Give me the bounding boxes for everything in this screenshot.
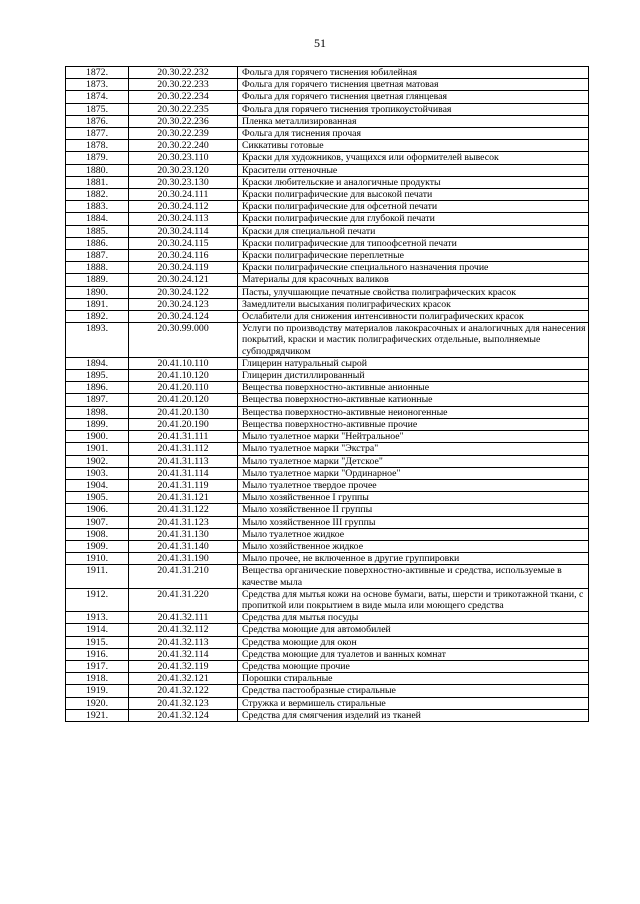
row-number-cell: 1889. — [66, 274, 129, 286]
product-code-cell: 20.41.32.122 — [129, 685, 238, 697]
product-code-cell: 20.30.22.240 — [129, 140, 238, 152]
product-name-cell: Вещества поверхностно-активные анионные — [238, 382, 589, 394]
product-name-cell: Пленка металлизированная — [238, 115, 589, 127]
table-row — [66, 565, 589, 588]
table-row — [66, 492, 589, 504]
table-row — [66, 67, 589, 79]
row-number-cell: 1906. — [66, 504, 129, 516]
product-name-cell: Средства для смягчения изделий из тканей — [238, 709, 589, 721]
row-number-cell: 1921. — [66, 709, 129, 721]
row-number-cell: 1884. — [66, 213, 129, 225]
product-code-cell: 20.41.20.130 — [129, 406, 238, 418]
product-name-cell: Глицерин натуральный сырой — [238, 357, 589, 369]
product-code-cell: 20.41.31.190 — [129, 553, 238, 565]
row-number-cell: 1878. — [66, 140, 129, 152]
row-number-cell: 1898. — [66, 406, 129, 418]
product-name-cell: Материалы для красочных валиков — [238, 274, 589, 286]
product-code-cell: 20.41.31.140 — [129, 540, 238, 552]
table-row — [66, 103, 589, 115]
row-number-cell: 1896. — [66, 382, 129, 394]
product-name-cell: Средства моющие прочие — [238, 660, 589, 672]
product-name-cell: Мыло прочее, не включенное в другие группировки — [238, 553, 589, 565]
product-name-cell: Краски полиграфические переплетные — [238, 250, 589, 262]
row-number-cell: 1881. — [66, 176, 129, 188]
table-row — [66, 298, 589, 310]
product-code-cell: 20.30.22.235 — [129, 103, 238, 115]
product-name-cell: Мыло туалетное твердое прочее — [238, 479, 589, 491]
product-code-cell: 20.41.32.111 — [129, 612, 238, 624]
row-number-cell: 1891. — [66, 298, 129, 310]
product-name-cell: Средства моющие для автомобилей — [238, 624, 589, 636]
product-name-cell: Вещества поверхностно-активные катионные — [238, 394, 589, 406]
table-row — [66, 636, 589, 648]
product-code-cell: 20.30.22.234 — [129, 91, 238, 103]
table-row — [66, 128, 589, 140]
product-code-cell: 20.41.32.119 — [129, 660, 238, 672]
product-code-cell: 20.41.20.120 — [129, 394, 238, 406]
product-name-cell: Глицерин дистиллированный — [238, 370, 589, 382]
product-name-cell: Красители оттеночные — [238, 164, 589, 176]
product-name-cell: Краски полиграфические для высокой печати — [238, 189, 589, 201]
row-number-cell: 1908. — [66, 528, 129, 540]
table-row — [66, 357, 589, 369]
row-number-cell: 1916. — [66, 648, 129, 660]
table-row — [66, 588, 589, 611]
table-row — [66, 323, 589, 358]
table-row — [66, 140, 589, 152]
table-row — [66, 262, 589, 274]
row-number-cell: 1888. — [66, 262, 129, 274]
table-row — [66, 624, 589, 636]
table-row — [66, 115, 589, 127]
table-row — [66, 152, 589, 164]
product-code-cell: 20.30.24.123 — [129, 298, 238, 310]
product-name-cell: Фольга для тиснения прочая — [238, 128, 589, 140]
row-number-cell: 1875. — [66, 103, 129, 115]
product-code-cell: 20.30.24.121 — [129, 274, 238, 286]
row-number-cell: 1919. — [66, 685, 129, 697]
product-name-cell: Краски полиграфические специального назначения прочие — [238, 262, 589, 274]
table-row — [66, 189, 589, 201]
row-number-cell: 1902. — [66, 455, 129, 467]
product-name-cell: Краски полиграфические для офсетной печати — [238, 201, 589, 213]
product-name-cell: Краски полиграфические для типоофсетной печати — [238, 237, 589, 249]
product-code-cell: 20.41.31.220 — [129, 588, 238, 611]
table-row — [66, 553, 589, 565]
product-code-cell: 20.41.31.113 — [129, 455, 238, 467]
product-code-cell: 20.30.24.113 — [129, 213, 238, 225]
product-name-cell: Порошки стиральные — [238, 673, 589, 685]
table-row — [66, 455, 589, 467]
product-code-cell: 20.30.24.119 — [129, 262, 238, 274]
product-code-cell: 20.41.31.123 — [129, 516, 238, 528]
table-row — [66, 418, 589, 430]
product-name-cell: Средства для мытья посуды — [238, 612, 589, 624]
row-number-cell: 1901. — [66, 443, 129, 455]
table-row — [66, 311, 589, 323]
row-number-cell: 1892. — [66, 311, 129, 323]
product-code-cell: 20.30.24.111 — [129, 189, 238, 201]
row-number-cell: 1876. — [66, 115, 129, 127]
product-name-cell: Мыло туалетное марки "Нейтральное" — [238, 431, 589, 443]
row-number-cell: 1910. — [66, 553, 129, 565]
row-number-cell: 1887. — [66, 250, 129, 262]
product-name-cell: Мыло хозяйственное I группы — [238, 492, 589, 504]
table-row — [66, 370, 589, 382]
product-code-cell: 20.41.32.124 — [129, 709, 238, 721]
table-row — [66, 709, 589, 721]
product-code-cell: 20.30.22.239 — [129, 128, 238, 140]
table-row — [66, 612, 589, 624]
row-number-cell: 1894. — [66, 357, 129, 369]
table-row — [66, 504, 589, 516]
product-name-cell: Услуги по производству материалов лакокрасочных и аналогичных для нанесения покрытий, краски и мастик полиграфических отдельные, выполняемые субподрядчиком — [238, 323, 589, 358]
row-number-cell: 1873. — [66, 79, 129, 91]
table-row — [66, 274, 589, 286]
product-code-cell: 20.30.24.124 — [129, 311, 238, 323]
table-row — [66, 685, 589, 697]
row-number-cell: 1915. — [66, 636, 129, 648]
row-number-cell: 1883. — [66, 201, 129, 213]
product-name-cell: Вещества поверхностно-активные прочие — [238, 418, 589, 430]
row-number-cell: 1897. — [66, 394, 129, 406]
product-code-cell: 20.30.23.120 — [129, 164, 238, 176]
row-number-cell: 1918. — [66, 673, 129, 685]
product-code-cell: 20.30.22.233 — [129, 79, 238, 91]
product-code-cell: 20.41.31.114 — [129, 467, 238, 479]
product-code-cell: 20.41.31.121 — [129, 492, 238, 504]
table-row — [66, 213, 589, 225]
row-number-cell: 1886. — [66, 237, 129, 249]
table-row — [66, 79, 589, 91]
product-code-cell: 20.41.31.119 — [129, 479, 238, 491]
table-row — [66, 540, 589, 552]
product-name-cell: Ослабители для снижения интенсивности полиграфических красок — [238, 311, 589, 323]
table-row — [66, 225, 589, 237]
row-number-cell: 1913. — [66, 612, 129, 624]
product-code-cell: 20.30.24.115 — [129, 237, 238, 249]
table-body — [66, 67, 589, 722]
product-code-cell: 20.41.20.190 — [129, 418, 238, 430]
row-number-cell: 1893. — [66, 323, 129, 358]
row-number-cell: 1877. — [66, 128, 129, 140]
product-code-cell: 20.30.24.112 — [129, 201, 238, 213]
product-name-cell: Мыло туалетное жидкое — [238, 528, 589, 540]
product-code-cell: 20.41.31.130 — [129, 528, 238, 540]
row-number-cell: 1920. — [66, 697, 129, 709]
product-code-cell: 20.30.24.114 — [129, 225, 238, 237]
product-name-cell: Вещества органические поверхностно-активные и средства, используемые в качестве мыла — [238, 565, 589, 588]
product-name-cell: Краски для специальной печати — [238, 225, 589, 237]
table-row — [66, 382, 589, 394]
product-code-cell: 20.41.32.112 — [129, 624, 238, 636]
product-name-cell: Средства моющие для окон — [238, 636, 589, 648]
product-name-cell: Средства для мытья кожи на основе бумаги, ваты, шерсти и трикотажной ткани, с пропиткой или покрытием в виде мыла или моющего средства — [238, 588, 589, 611]
product-code-cell: 20.41.31.210 — [129, 565, 238, 588]
row-number-cell: 1895. — [66, 370, 129, 382]
product-code-cell: 20.41.32.123 — [129, 697, 238, 709]
product-name-cell: Сиккативы готовые — [238, 140, 589, 152]
product-code-cell: 20.41.31.111 — [129, 431, 238, 443]
table-row — [66, 201, 589, 213]
product-code-cell: 20.30.24.122 — [129, 286, 238, 298]
row-number-cell: 1907. — [66, 516, 129, 528]
table-row — [66, 467, 589, 479]
product-name-cell: Мыло туалетное марки "Экстра" — [238, 443, 589, 455]
product-code-cell: 20.41.20.110 — [129, 382, 238, 394]
product-code-cell: 20.41.32.113 — [129, 636, 238, 648]
table-row — [66, 237, 589, 249]
product-name-cell: Стружка и вермишель стиральные — [238, 697, 589, 709]
row-number-cell: 1899. — [66, 418, 129, 430]
table-row — [66, 660, 589, 672]
product-code-cell: 20.30.23.110 — [129, 152, 238, 164]
classifier-table — [65, 66, 589, 722]
product-code-cell: 20.30.22.232 — [129, 67, 238, 79]
product-name-cell: Замедлители высыхания полиграфических красок — [238, 298, 589, 310]
table-row — [66, 91, 589, 103]
product-name-cell: Фольга для горячего тиснения цветная матовая — [238, 79, 589, 91]
product-name-cell: Фольга для горячего тиснения цветная глянцевая — [238, 91, 589, 103]
product-code-cell: 20.30.24.116 — [129, 250, 238, 262]
product-code-cell: 20.41.32.114 — [129, 648, 238, 660]
table-row — [66, 176, 589, 188]
product-name-cell: Средства пастообразные стиральные — [238, 685, 589, 697]
table-row — [66, 406, 589, 418]
table-row — [66, 250, 589, 262]
row-number-cell: 1905. — [66, 492, 129, 504]
product-code-cell: 20.41.32.121 — [129, 673, 238, 685]
table-row — [66, 286, 589, 298]
product-name-cell: Мыло хозяйственное II группы — [238, 504, 589, 516]
row-number-cell: 1872. — [66, 67, 129, 79]
product-name-cell: Мыло хозяйственное III группы — [238, 516, 589, 528]
product-code-cell: 20.41.31.112 — [129, 443, 238, 455]
table-row — [66, 516, 589, 528]
product-name-cell: Пасты, улучшающие печатные свойства полиграфических красок — [238, 286, 589, 298]
product-code-cell: 20.30.23.130 — [129, 176, 238, 188]
row-number-cell: 1914. — [66, 624, 129, 636]
row-number-cell: 1911. — [66, 565, 129, 588]
row-number-cell: 1909. — [66, 540, 129, 552]
table-row — [66, 431, 589, 443]
row-number-cell: 1900. — [66, 431, 129, 443]
product-name-cell: Вещества поверхностно-активные неионогенные — [238, 406, 589, 418]
product-code-cell: 20.41.10.110 — [129, 357, 238, 369]
row-number-cell: 1903. — [66, 467, 129, 479]
product-name-cell: Мыло туалетное марки "Ординарное" — [238, 467, 589, 479]
row-number-cell: 1904. — [66, 479, 129, 491]
product-name-cell: Фольга для горячего тиснения юбилейная — [238, 67, 589, 79]
product-name-cell: Фольга для горячего тиснения тропикоустойчивая — [238, 103, 589, 115]
row-number-cell: 1912. — [66, 588, 129, 611]
product-code-cell: 20.30.99.000 — [129, 323, 238, 358]
product-name-cell: Мыло туалетное марки "Детское" — [238, 455, 589, 467]
product-name-cell: Краски любительские и аналогичные продукты — [238, 176, 589, 188]
table-row — [66, 697, 589, 709]
product-code-cell: 20.30.22.236 — [129, 115, 238, 127]
product-name-cell: Краски полиграфические для глубокой печати — [238, 213, 589, 225]
table-row — [66, 648, 589, 660]
product-name-cell: Мыло хозяйственное жидкое — [238, 540, 589, 552]
table-row — [66, 164, 589, 176]
product-name-cell: Краски для художников, учащихся или оформителей вывесок — [238, 152, 589, 164]
table-row — [66, 443, 589, 455]
row-number-cell: 1874. — [66, 91, 129, 103]
table-row — [66, 479, 589, 491]
table-row — [66, 673, 589, 685]
row-number-cell: 1882. — [66, 189, 129, 201]
product-name-cell: Средства моющие для туалетов и ванных комнат — [238, 648, 589, 660]
table-row — [66, 394, 589, 406]
row-number-cell: 1885. — [66, 225, 129, 237]
product-code-cell: 20.41.31.122 — [129, 504, 238, 516]
row-number-cell: 1880. — [66, 164, 129, 176]
row-number-cell: 1879. — [66, 152, 129, 164]
row-number-cell: 1917. — [66, 660, 129, 672]
table-row — [66, 528, 589, 540]
page-number: 51 — [314, 36, 326, 50]
product-code-cell: 20.41.10.120 — [129, 370, 238, 382]
row-number-cell: 1890. — [66, 286, 129, 298]
